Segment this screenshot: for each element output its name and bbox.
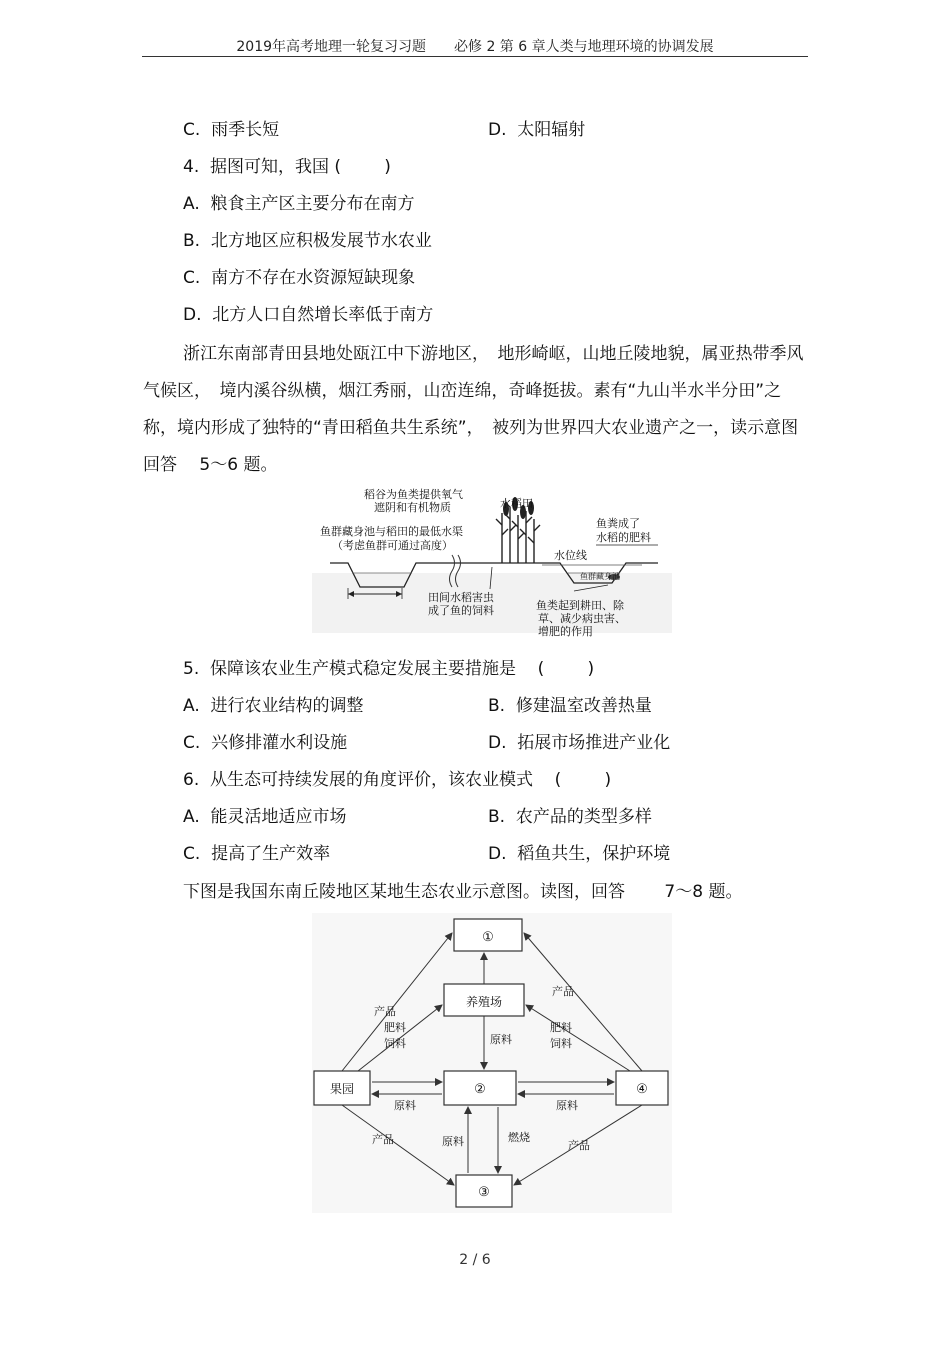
label-fish-pond: 鱼群藏身池 (580, 572, 620, 581)
label-raw-orchard: 原料 (394, 1099, 416, 1112)
q3-option-c: C. 雨季长短 (183, 120, 280, 140)
q4-option-c: C. 南方不存在水资源短缺现象 (183, 268, 416, 288)
label-product-left: 产品 (374, 1005, 396, 1018)
label-fish-role: 鱼类起到耕田、除 (536, 599, 624, 612)
label-water-level: 水位线 (554, 549, 587, 562)
label-fish-fertilizer: 鱼粪成了 (596, 517, 640, 530)
box-2-label: ② (474, 1082, 486, 1097)
q5-option-c: C. 兴修排灌水利设施 (183, 733, 348, 753)
orchard-label: 果园 (329, 1082, 355, 1096)
label-pests-2: 成了鱼的饲料 (428, 604, 494, 617)
q3-option-d: D. 太阳辐射 (488, 120, 586, 140)
label-paddy: 水稻田 (500, 497, 533, 510)
label-burn: 燃烧 (508, 1131, 530, 1144)
page-number: 2 / 6 (459, 1252, 491, 1268)
rice-fish-diagram (312, 485, 672, 640)
q4-option-b: B. 北方地区应积极发展节水农业 (183, 231, 432, 251)
label-ditch-2: （考虑鱼群可通过高度） (332, 539, 453, 552)
q6-option-c: C. 提高了生产效率 (183, 844, 331, 864)
q4-stem: 4. 据图可知，我国 ( ) (183, 157, 391, 177)
label-raw-3: 原料 (442, 1135, 464, 1148)
q6-stem: 6. 从生态可持续发展的角度评价，该农业模式 ( ) (183, 770, 612, 790)
label-feed-left: 饲料 (384, 1037, 406, 1050)
q4-option-a: A. 粮食主产区主要分布在南方 (183, 194, 415, 214)
label-feed-right: 饲料 (550, 1037, 572, 1050)
passage-qingtian: 浙江东南部青田县地处瓯江中下游地区， 地形崎岖，山地丘陵地貌，属亚热带季风气候区， 境内溪谷纵横，烟江秀丽，山峦连绵，奇峰挺拔。素有“九山半水半分田”之称，境内形成了独特的“青田稻鱼共生系统”， 被列为世界四大农业遗产之一，读示意图回答 5～6 题。 (143, 344, 804, 475)
label-raw-farm: 原料 (490, 1033, 512, 1046)
label-rice-gives-2: 遮阴和有机物质 (374, 501, 451, 514)
page-header: 2019年高考地理一轮复习习题 必修 2 第 6 章人类与地理环境的协调发展 (236, 39, 714, 55)
label-ditch: 鱼群藏身池与稻田的最低水渠 (320, 525, 463, 538)
q5-option-b: B. 修建温室改善热量 (488, 696, 652, 716)
label-fish-role-2: 草、减少病虫害、 (538, 612, 626, 625)
label-rice-gives: 稻谷为鱼类提供氧气 (364, 488, 463, 501)
header-divider (142, 56, 808, 57)
q6-option-d: D. 稻鱼共生，保护环境 (488, 844, 671, 864)
label-product-lower-right: 产品 (568, 1139, 590, 1152)
q5-stem: 5. 保障该农业生产模式稳定发展主要措施是 ( ) (183, 659, 595, 679)
passage-eco-agri: 下图是我国东南丘陵地区某地生态农业示意图。读图，回答 7～8 题。 (183, 882, 743, 902)
label-fertilizer-left: 肥料 (384, 1021, 406, 1034)
label-fish-role-3: 增肥的作用 (538, 625, 593, 638)
box-3-label: ③ (478, 1185, 490, 1200)
farm-label: 养殖场 (465, 995, 503, 1009)
q4-option-d: D. 北方人口自然增长率低于南方 (183, 305, 434, 325)
q6-option-b: B. 农产品的类型多样 (488, 807, 652, 827)
eco-agriculture-diagram (312, 913, 672, 1213)
label-product-lower-left: 产品 (372, 1133, 394, 1146)
label-fertilizer-right: 肥料 (550, 1021, 572, 1034)
q5-option-d: D. 拓展市场推进产业化 (488, 733, 671, 753)
box-1-label: ① (482, 930, 494, 945)
label-product-right: 产品 (552, 985, 574, 998)
label-pests: 田间水稻害虫 (428, 591, 494, 604)
box-4-label: ④ (636, 1082, 648, 1097)
label-raw-4: 原料 (556, 1099, 578, 1112)
q6-option-a: A. 能灵活地适应市场 (183, 807, 347, 827)
q5-option-a: A. 进行农业结构的调整 (183, 696, 364, 716)
label-fish-fertilizer-2: 水稻的肥料 (596, 531, 651, 544)
